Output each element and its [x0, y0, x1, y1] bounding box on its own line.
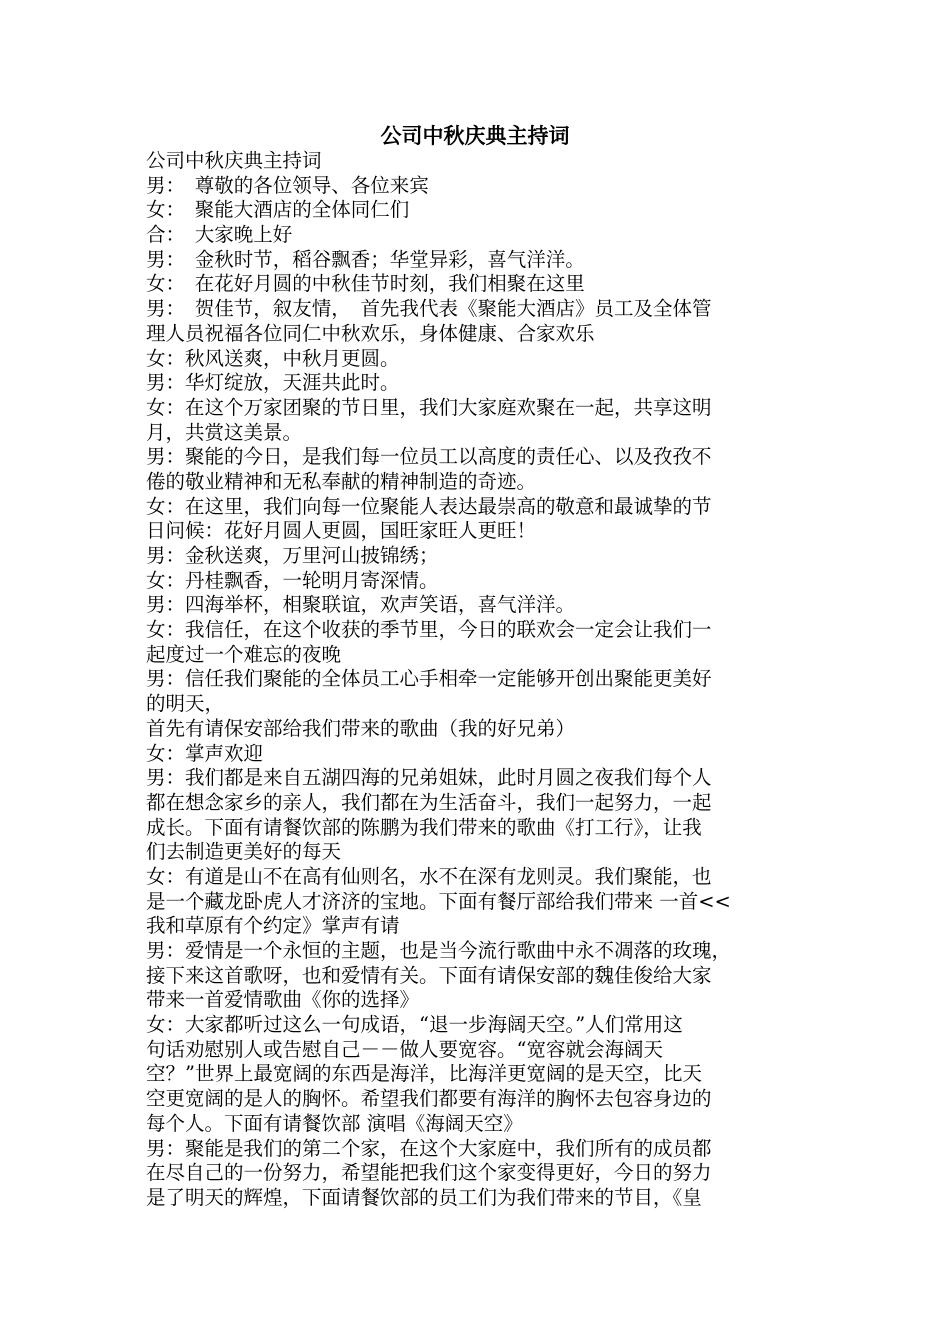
text-line: 男：聚能是我们的第二个家，在这个大家庭中，我们所有的成员都: [146, 1136, 712, 1160]
text-line: 在尽自己的一份努力，希望能把我们这个家变得更好，今日的努力: [146, 1161, 712, 1185]
text-line: 句话劝慰别人或告慰自己－－做人要宽容。“宽容就会海阔天: [146, 1037, 663, 1061]
text-line: 理人员祝福各位同仁中秋欢乐，身体健康、合家欢乐: [146, 321, 595, 345]
text-line: 是了明天的辉煌，下面请餐饮部的员工们为我们带来的节目，《皇: [146, 1185, 702, 1209]
text-line: 女：我信任，在这个收获的季节里，今日的联欢会一定会让我们一: [146, 618, 712, 642]
text-line: 男：爱情是一个永恒的主题，也是当今流行歌曲中永不凋落的玫瑰，: [146, 939, 732, 962]
text-line: 女：在这里，我们向每一位聚能人表达最崇高的敬意和最诚挚的节: [146, 494, 712, 518]
text-line: 起度过一个难忘的夜晚: [146, 642, 342, 666]
document-title: 公司中秋庆典主持词: [380, 123, 570, 148]
text-line: 男：信任我们聚能的全体员工心手相牵一定能够开创出聚能更美好: [146, 667, 712, 691]
text-line: 接下来这首歌呀，也和爱情有关。下面有请保安部的魏佳俊给大家: [146, 963, 712, 987]
text-line: 月，共赏这美景。: [146, 420, 303, 444]
text-line: 女： 在花好月圆的中秋佳节时刻，我们相聚在这里: [146, 272, 585, 296]
text-line: 合： 大家晚上好: [146, 223, 293, 247]
text-line: 女：丹桂飘香，一轮明月寄深情。: [146, 568, 439, 592]
text-line: 男： 尊敬的各位领导、各位来宾: [146, 173, 429, 197]
text-line: 成长。下面有请餐饮部的陈鹏为我们带来的歌曲《打工行》，让我: [146, 815, 702, 839]
text-line: 倦的敬业精神和无私奉献的精神制造的奇迹。: [146, 469, 537, 493]
text-line: 的明天，: [146, 692, 225, 716]
text-line: 是一个藏龙卧虎人才济济的宝地。下面有餐厅部给我们带来 一首<<: [146, 889, 731, 913]
text-line: 女： 聚能大酒店的全体同仁们: [146, 198, 410, 222]
text-line: 们去制造更美好的每天: [146, 840, 342, 864]
text-line: 公司中秋庆典主持词: [146, 149, 322, 172]
text-line: 都在想念家乡的亲人，我们都在为生活奋斗，我们一起努力，一起: [146, 790, 712, 814]
document-body: [146, 149, 806, 1211]
text-line: 空？”世界上最宽阔的东西是海洋，比海洋更宽阔的是天空，比天: [146, 1062, 702, 1086]
text-line: 女：秋风送爽，中秋月更圆。: [146, 346, 400, 370]
text-line: 男：华灯绽放，天涯共此时。: [146, 371, 400, 395]
text-line: 男：金秋送爽，万里河山披锦绣；: [146, 544, 439, 567]
text-line: 男：聚能的今日，是我们每一位员工以高度的责任心、以及孜孜不: [146, 445, 712, 469]
text-line: 女：大家都听过这么一句成语，“退一步海阔天空。”人们常用这: [146, 1013, 683, 1037]
text-line: 男：我们都是来自五湖四海的兄弟姐妹，此时月圆之夜我们每个人: [146, 766, 712, 790]
text-line: 女：有道是山不在高有仙则名，水不在深有龙则灵。我们聚能，也: [146, 864, 712, 888]
text-line: 带来一首爱情歌曲《你的选择》: [146, 988, 420, 1012]
text-line: 日问候：花好月圆人更圆，国旺家旺人更旺！: [146, 519, 537, 543]
text-line: 男：四海举杯，相聚联谊，欢声笑语，喜气洋洋。: [146, 593, 576, 617]
text-line: 女：掌声欢迎: [146, 741, 264, 765]
text-line: 男： 金秋时节，稻谷飘香；华堂异彩，喜气洋洋。: [146, 247, 585, 271]
text-line: 女：在这个万家团聚的节日里，我们大家庭欢聚在一起，共享这明: [146, 395, 712, 419]
text-line: 男： 贺佳节，叙友情， 首先我代表《聚能大酒店》员工及全体管: [146, 297, 712, 321]
text-line: 空更宽阔的是人的胸怀。希望我们都要有海洋的胸怀去包容身边的: [146, 1087, 712, 1111]
text-line: 我和草原有个约定》掌声有请: [146, 914, 400, 938]
text-line: 每个人。下面有请餐饮部 演唱《海阔天空》: [146, 1111, 523, 1135]
text-line: 首先有请保安部给我们带来的歌曲（我的好兄弟）: [146, 716, 576, 740]
